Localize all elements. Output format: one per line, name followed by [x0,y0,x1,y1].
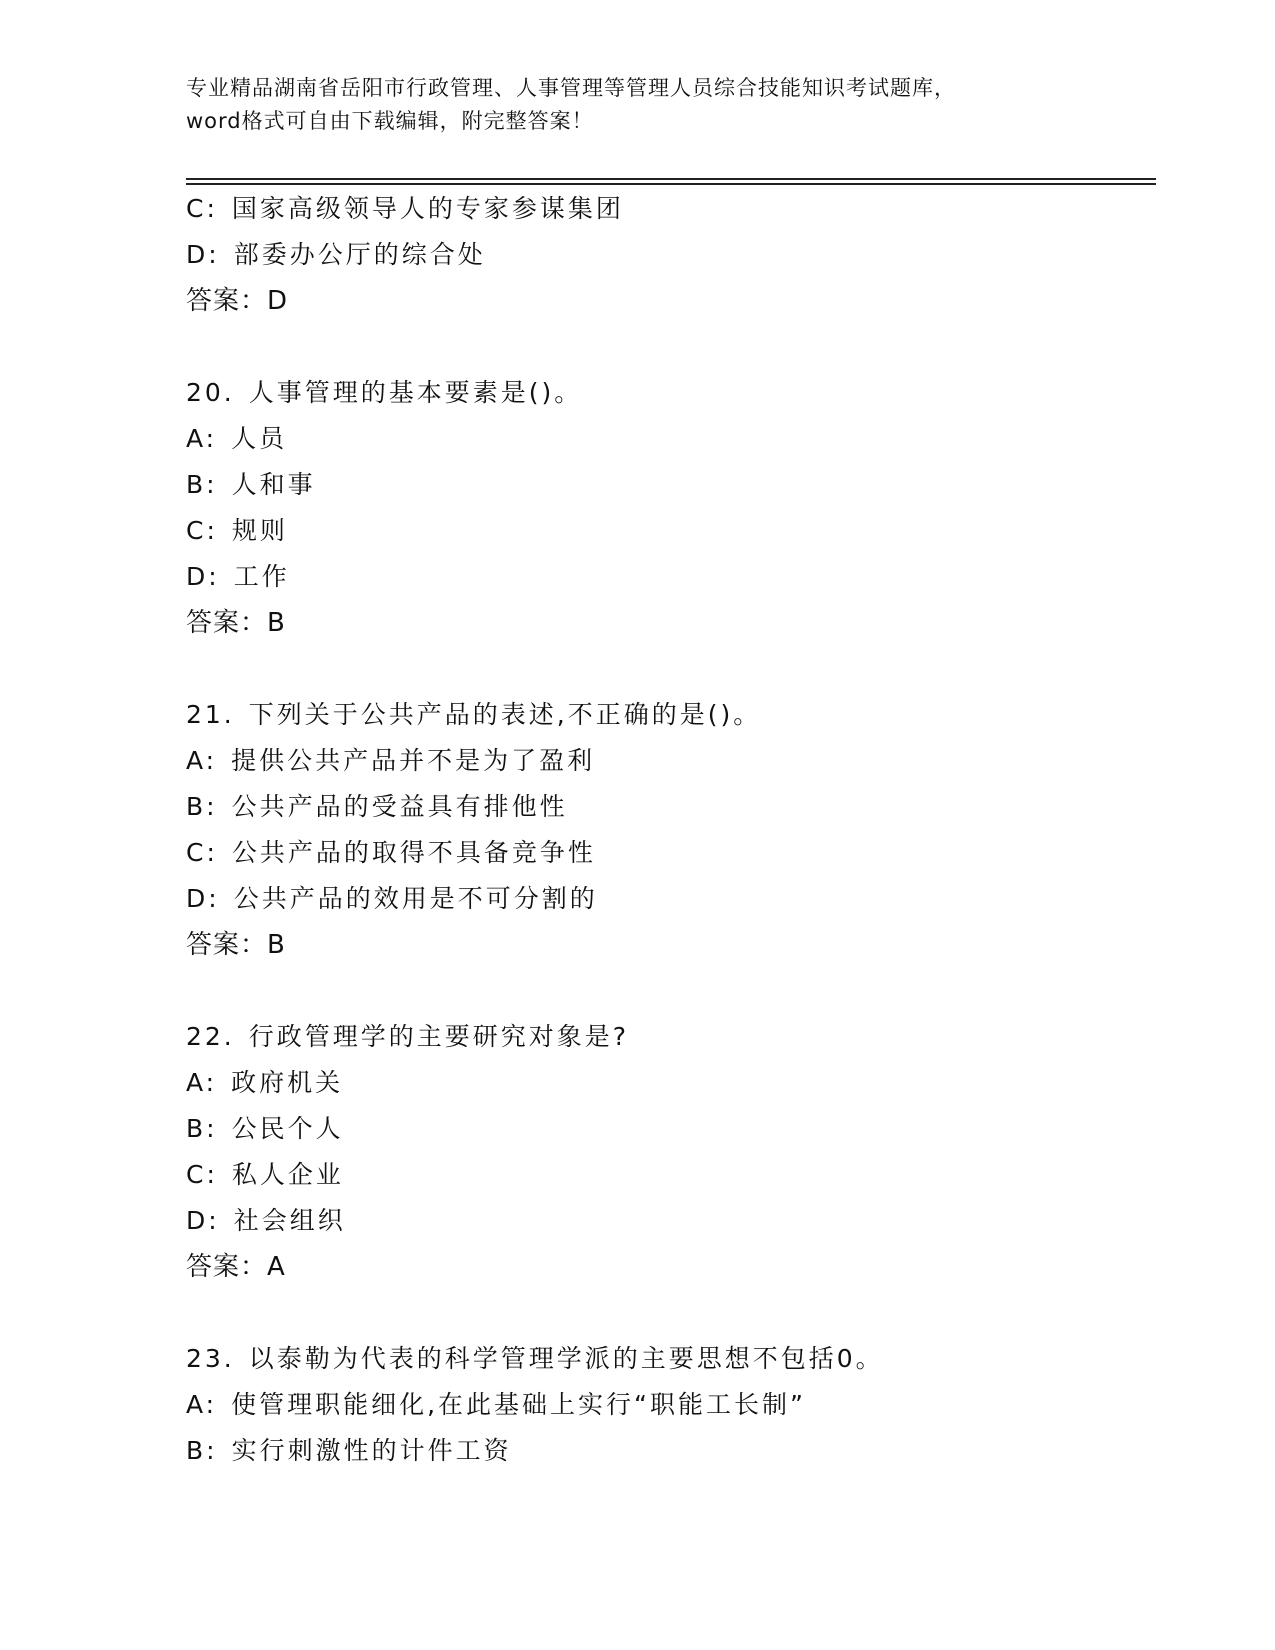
option-text: 公民个人 [231,1114,344,1143]
option-text: 公共产品的效用是不可分割的 [233,884,598,913]
option-line [186,186,1146,232]
option-line [186,554,1146,600]
option-line [186,462,1146,508]
spacer [186,1290,1146,1336]
spacer [186,968,1146,1014]
option-text: 规则 [231,516,288,545]
question-text: 下列关于公共产品的表述,不正确的是()。 [248,700,762,729]
option-text: 人和事 [231,470,316,499]
option-key: D: [186,884,220,913]
option-text: 工作 [233,562,290,591]
document-header [186,72,1086,138]
option-key: B: [186,1114,218,1143]
option-text: 人员 [231,424,288,453]
option-text: 私人企业 [231,1160,344,1189]
option-key: D: [186,562,220,591]
option-text: 公共产品的取得不具备竞争性 [231,838,596,867]
option-line [186,1060,1146,1106]
partial-question [186,186,1146,324]
question-number: 23. [186,1344,235,1373]
spacer [186,324,1146,370]
option-text: 使管理职能细化,在此基础上实行“职能工长制” [231,1390,806,1419]
question-stem [186,692,1146,738]
question-22 [186,1014,1146,1290]
option-key: A: [186,746,218,775]
question-stem [186,1336,1146,1382]
option-text: 实行刺激性的计件工资 [231,1436,512,1465]
question-text: 以泰勒为代表的科学管理学派的主要思想不包括0。 [248,1344,884,1373]
option-line [186,1152,1146,1198]
option-text: 国家高级领导人的专家参谋集团 [231,194,624,223]
option-key: D: [186,1206,220,1235]
option-key: C: [186,838,218,867]
header-line-1: 专业精品湖南省岳阳市行政管理、人事管理等管理人员综合技能知识考试题库， [186,76,956,100]
option-key: B: [186,470,218,499]
question-number: 22. [186,1022,235,1051]
option-key: C: [186,516,218,545]
option-line [186,508,1146,554]
question-text: 人事管理的基本要素是()。 [248,378,583,407]
option-key: A: [186,1390,218,1419]
header-line-2: word格式可自由下载编辑，附完整答案！ [186,109,594,133]
option-line [186,1382,1146,1428]
header-rule-bottom [186,183,1156,185]
question-number: 20. [186,378,235,407]
question-number: 21. [186,700,235,729]
question-20 [186,370,1146,646]
option-line [186,738,1146,784]
question-23 [186,1336,1146,1474]
option-text: 政府机关 [231,1068,344,1097]
option-key: A: [186,424,218,453]
spacer [186,646,1146,692]
question-list [186,186,1146,1474]
option-line [186,1106,1146,1152]
option-key: A: [186,1068,218,1097]
option-text: 公共产品的受益具有排他性 [231,792,568,821]
option-line [186,416,1146,462]
option-key: D: [186,240,220,269]
question-stem [186,1014,1146,1060]
question-text: 行政管理学的主要研究对象是? [248,1022,630,1051]
option-line [186,830,1146,876]
option-line [186,784,1146,830]
option-line [186,232,1146,278]
option-key: C: [186,194,218,223]
answer-line: 答案：B [186,608,286,638]
option-text: 社会组织 [233,1206,346,1235]
option-text: 提供公共产品并不是为了盈利 [231,746,596,775]
answer-line: 答案：D [186,286,289,316]
question-stem [186,370,1146,416]
answer-line: 答案：A [186,1252,286,1282]
option-line [186,1428,1146,1474]
option-key: C: [186,1160,218,1189]
option-text: 部委办公厅的综合处 [233,240,486,269]
option-line [186,1198,1146,1244]
option-key: B: [186,792,218,821]
question-21 [186,692,1146,968]
option-line [186,876,1146,922]
header-rule-top [186,178,1156,180]
answer-line: 答案：B [186,930,286,960]
option-key: B: [186,1436,218,1465]
